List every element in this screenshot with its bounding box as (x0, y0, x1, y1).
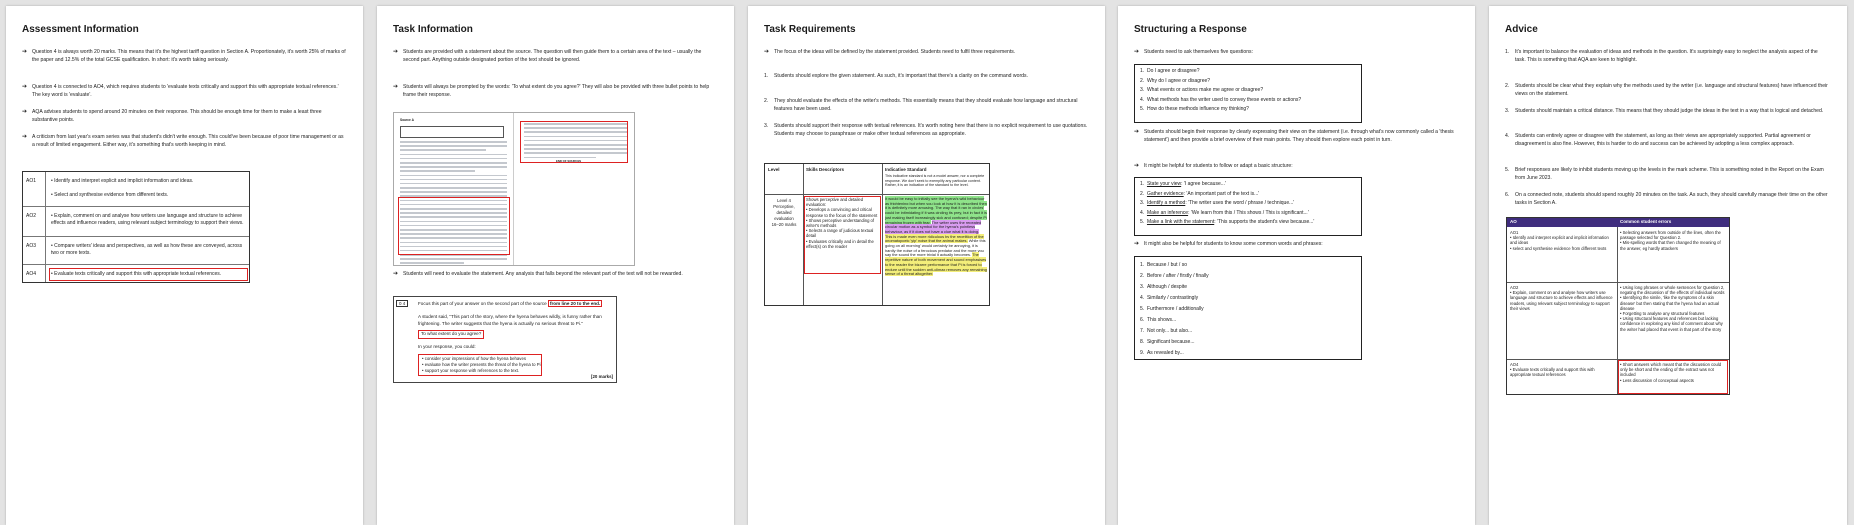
bullet-item: ➔ Students will always be prompted by the words: 'To what extent do you agree?' They will also be provided with three bullet points to help frame their response. (393, 84, 710, 98)
standard-note: This indicative standard is not a model answer, nor a complete response. We don't seek to exemplify any particular content. Rather, it is an indication of the standard to the level. (885, 174, 985, 188)
question-point: • consider your impressions of how the hyena behaves (422, 356, 526, 361)
page-assessment-information (6, 6, 363, 525)
advice-item: 4. Students can entirely agree or disagree with the statement, as long as their views are appropriately supported. Partial agreement or disagreement is also fine. However, this is harder to do and success can be achieved by adopting a less complex approach. (1505, 133, 1811, 147)
table-header-row (1507, 218, 1729, 227)
ao-point: • Select and synthesise evidence from different texts. (51, 192, 169, 198)
bullet-item: ➔ AQA advises students to spend around 20 minutes on their response. This should be enough time for them to make a least three substantive points. (22, 109, 322, 123)
list-item: 1. Because / but / so (1140, 262, 1187, 268)
list-item: 5. Make a link with the statement: 'This supports the student's view because...' (1140, 219, 1315, 226)
page-title: Advice (1505, 24, 1538, 35)
ao-point: • Compare writers' ideas and perspectives, as well as how these are conveyed, across two or more texts. (51, 243, 243, 256)
arrow-icon: ➔ (393, 271, 399, 277)
question-number: 0 4 (396, 300, 408, 307)
table-header: Skills Descriptors (806, 167, 845, 172)
list-item: 4. Make an inference: 'We learn from this / This shows / This is significant...' (1140, 209, 1309, 216)
ao-point: • Identify and interpret explicit and implicit information and ideas. (51, 178, 194, 184)
arrow-icon: ➔ (393, 84, 399, 90)
list-item: 9. As revealed by... (1140, 350, 1184, 356)
list-item: 2. Why do I agree or disagree? (1140, 77, 1211, 84)
insert-left-page: Source A (394, 113, 514, 265)
common-errors-table (1506, 217, 1730, 395)
list-item: 8. Significant because... (1140, 339, 1195, 345)
arrow-icon: ➔ (22, 109, 28, 115)
page-title: Assessment Information (22, 24, 139, 35)
intro-text: ➔ The focus of the ideas will be defined by the statement provided. Students need to fulfil three requirements. (764, 49, 1016, 55)
list-item: 1. Do I agree or disagree? (1140, 68, 1200, 74)
highlight-box (520, 121, 628, 163)
bullet-item: ➔ It might be helpful for students to follow or adapt a basic structure: (1134, 163, 1293, 169)
bullet-item: ➔ It might also be helpful for students to know some common words and phrases: (1134, 241, 1323, 247)
bullet-item: ➔ A criticism from last year's exam series was that student's didn't write enough. This could've been because of poor time management or as a result of limited engagement. Either way, it's something that's worth keeping in mind. (22, 134, 344, 148)
bullet-item: ➔ Students are provided with a statement about the source. The question will then guide them to a certain area of the text – usually the second part. Anything outside designated portion of the text should be ignored. (393, 49, 702, 63)
advice-item: 5. Brief responses are likely to inhibit students moving up the levels in the mark scheme. This is something noted in the Report on the Exam from June 2023. (1505, 167, 1824, 181)
question-focus: Focus this part of your answer on the second part of the source from line 20 to the end. (418, 301, 601, 306)
insert-booklet-image (393, 112, 635, 266)
indicative-standard: It would be easy to initially see the hyena's wild behaviour as frightening but when you look at how it is described then it is definitely more amusing. The way that it ran in circles' could be intimidating if it was circling its prey, but in fact it is just making itself increasingly sick and confused; despite Pi remaining frozen with fear. The writer uses the repeated circular motion as a symbol for the hyena's pointless behaviour, as if it does not have a clue what it is doing. This is made even more ridiculous by the repetition of the onomatopoeic 'yip' noise that the animal makes. While this going on all morning' would certainly be annoying, it is hardly the noise of a ferocious predator and the more you say the sound the more trivial it actually becomes. The repetitive nature of both movement and sound emphasises to the reader the bizarre performance that Pi is forced to endure until the sudden anti-climax removes any remaining sense of a threat altogether. (885, 196, 987, 277)
list-item: 7. Not only... but also... (1140, 328, 1193, 334)
page-structuring-a-response (1118, 6, 1475, 525)
question-point: • support your response with references to the text. (422, 368, 520, 373)
basic-structure-box (1134, 177, 1362, 236)
exam-question-box (393, 296, 617, 383)
table-header: Common student errors (1620, 219, 1672, 224)
bullet-item: ➔ Question 4 is always worth 20 marks. This means that it's the highest tariff question in Section A. Proportionately, it's worth 25% of marks of the paper and 12.5% of the total GCSE qualification. In short: it's worth taking seriously. (22, 49, 346, 63)
bullet-item: ➔ Students will need to evaluate the statement. Any analysis that falls beyond the relevant part of the text will not be rewarded. (393, 271, 683, 277)
table-header: Level (768, 167, 780, 172)
list-item: 4. What methods has the writer used to convey these events or actions? (1140, 96, 1302, 103)
level-label: Level 4 Perceptive, detailed evaluation 16–20 marks (771, 198, 797, 227)
question-could: In your response, you could: (418, 344, 476, 349)
highlight-box (1618, 360, 1728, 394)
five-questions-box (1134, 64, 1362, 123)
arrow-icon: ➔ (22, 84, 28, 90)
page-task-requirements (748, 6, 1105, 525)
page-advice (1489, 6, 1847, 525)
list-item: 3. Although / despite (1140, 284, 1187, 290)
list-item: 6. This shows... (1140, 317, 1177, 323)
page-task-information (377, 6, 734, 525)
list-item: 4. Similarly / contrastingly (1140, 295, 1199, 301)
advice-item: 1. It's important to balance the evaluation of ideas and methods in the question. It's surprisingly easy to neglect the analysis aspect of the task. This is something that AQA are keen to highlight. (1505, 49, 1818, 63)
intro-text: ➔ Students need to ask themselves five questions: (1134, 49, 1254, 55)
skills-descriptors: Shows perceptive and detailed evaluation: • Develops a convincing and critical response to the focus of the statement • Shows perceptive understanding of writer's methods • Selects a range of judicious textual detail • Evaluates critically and in detail the effect(s) on the reader (806, 197, 878, 249)
bullet-item: ➔ Question 4 is connected to AO4, which requires students to 'evaluate texts critically and support this with appropriate textual references.' The key word is 'evaluate'. (22, 84, 339, 98)
list-item: 5. How do these methods influence my thinking? (1140, 106, 1249, 113)
arrow-icon: ➔ (764, 49, 770, 55)
highlight-box (398, 197, 510, 255)
table-header: AO (1510, 219, 1517, 224)
list-item: 3. Identify a method: 'The writer uses the word / phrase / technique...' (1140, 200, 1295, 207)
list-item: 2. Gather evidence: 'An important part of the text is...' (1140, 190, 1260, 197)
ao-point: • Evaluate texts critically and support this with appropriate textual references. (51, 271, 222, 277)
list-item: 3. What events or actions make me agree or disagree? (1140, 87, 1264, 94)
question-points-box (418, 354, 542, 376)
ao-description: AO4 • Evaluate texts critically and support this with appropriate textual references (1510, 362, 1595, 378)
page-title: Structuring a Response (1134, 24, 1247, 35)
ao-errors: • Selecting answers from outside of the lines, often the passage selected for Question 2. • Mis-spelling words that then changed the meaning of the answer, eg hardly attackers (1620, 230, 1721, 251)
question-point: • evaluate how the writer presents the threat of the hyena to Pi (422, 362, 541, 367)
table-header: Indicative Standard (885, 167, 927, 172)
arrow-icon: ➔ (1134, 241, 1140, 247)
arrow-icon: ➔ (1134, 163, 1140, 169)
advice-item: 6. On a connected note, students should spend roughly 20 minutes on the task. As such, they should carefully manage their time on the other tasks in Section A. (1505, 192, 1828, 206)
arrow-icon: ➔ (393, 49, 399, 55)
ao-label: AO2 (26, 213, 37, 219)
common-phrases-box (1134, 256, 1362, 360)
list-item: 2. Before / after / firstly / finally (1140, 273, 1209, 279)
advice-item: 2. Students should be clear what they explain why the methods used by the writer (i.e. language and structural features) have influenced their views on the statement. (1505, 83, 1828, 97)
ao-point: • Explain, comment on and analyse how writers use language and structure to achieve effects and influence readers, using relevant subject terminology to support their views. (51, 213, 244, 226)
step-item: 2. They should evaluate the effects of the writer's methods. This essentially means that they should evaluate how language and structural features have been used. (764, 98, 1078, 112)
arrow-icon: ➔ (1134, 49, 1140, 55)
question-statement: A student said, "This part of the story, where the hyena behaves wildly, is funny rather than frightening. The writer suggests that the hyena is actually no serious threat to Pi." (418, 314, 602, 326)
ao-description: AO1 • Identify and interpret explicit and implicit information and ideas • select and synthesise evidence from different texts (1510, 230, 1609, 251)
ao-errors: • Using long phrases or whole sentences for Question 2, negating the discussion of the effects of individual words • Identifying the simile, 'like the symptoms of a skin disease' but then stating that the hyena had an actual disease • Forgetting to analyse any structural features • Using structural features and references but lacking confidence in exploring any kind of comment about why the writer had placed that event in that part of the story (1620, 285, 1725, 332)
arrow-icon: ➔ (22, 49, 28, 55)
question-marks: [20 marks] (591, 373, 613, 379)
step-item: 3. Students should support their response with textual references. It's worth noting here that there is no explicit requirement to use quotations. Students may choose to paraphrase or make other textual references as appropriate. (764, 123, 1088, 137)
list-item: 5. Furthermore / additionally (1140, 306, 1204, 312)
ao-errors: • Short answers which meant that the discussion could only be short and the ending of the extract was not included • Less discussion of conceptual aspects (1620, 362, 1722, 383)
bullet-item: ➔ Students should begin their response by clearly expressing their view on the statement (i.e. through what's now commonly called a 'thesis statement') and then provide a brief overview of their main points. They should then explore each point in turn. (1134, 129, 1454, 143)
page-title: Task Requirements (764, 24, 856, 35)
ao-description: AO2 • Explain, comment on and analyse how writers use language and structure to achieve effects and influence readers, using relevant subject terminology to support their views (1510, 285, 1613, 311)
insert-right-page: END OF SOURCES (514, 113, 633, 265)
ao-table (22, 171, 250, 283)
step-item: 1. Students should explore the given statement. As such, it's important that there's a clarity on the command words. (764, 73, 1028, 79)
ao-label: AO1 (26, 178, 37, 184)
ao-label: AO3 (26, 243, 37, 249)
arrow-icon: ➔ (22, 134, 28, 140)
highlight-box (49, 268, 248, 281)
arrow-icon: ➔ (1134, 129, 1140, 135)
highlight-box (804, 196, 881, 274)
question-prompt: To what extent do you agree? (418, 330, 484, 339)
advice-item: 3. Students should maintain a critical distance. This means that they should judge the ideas in the text in a way that is logical and detached. (1505, 108, 1824, 114)
list-item: 1. State your view: 'I agree because...' (1140, 181, 1226, 187)
mark-scheme-table (764, 163, 990, 306)
ao-label: AO4 (26, 271, 37, 277)
page-title: Task Information (393, 24, 473, 35)
